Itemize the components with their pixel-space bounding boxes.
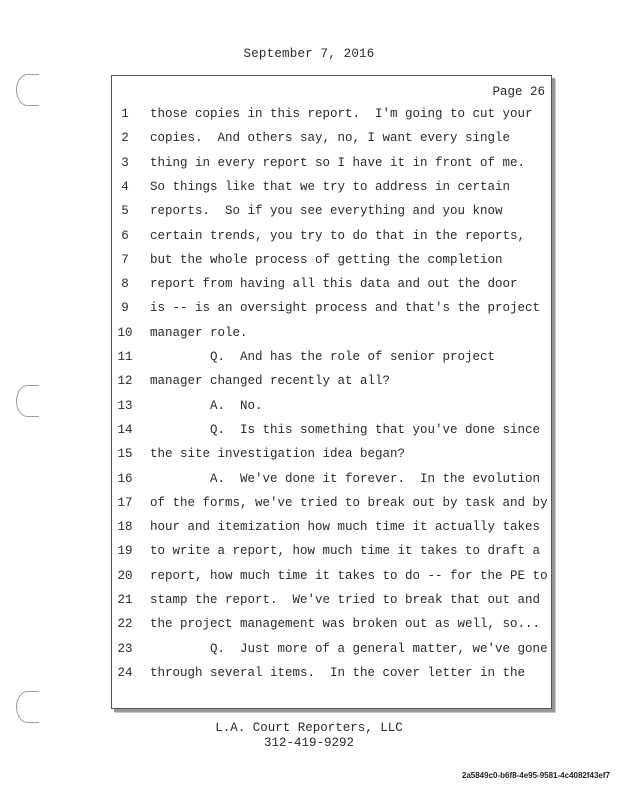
line-number: 21 (117, 593, 133, 607)
transcript-line (0, 298, 618, 318)
line-text: manager role. (150, 325, 248, 340)
line-text: manager changed recently at all? (150, 374, 391, 389)
transcript-line (0, 226, 618, 246)
transcript-line (0, 639, 618, 659)
transcript-line (0, 663, 618, 683)
line-number: 3 (121, 155, 129, 170)
transcript-line (0, 371, 618, 391)
reporter-company: L.A. Court Reporters, LLC (215, 721, 403, 735)
line-text: report, how much time it takes to do -- for the PE to (150, 568, 548, 583)
document-id: 2a5849c0-b6f8-4e95-9581-4c4082f43ef7 (461, 771, 610, 780)
line-number: 20 (117, 568, 133, 583)
line-number: 9 (121, 301, 129, 316)
transcript-line (0, 201, 618, 221)
transcript-line (0, 250, 618, 270)
transcript-line (0, 469, 618, 489)
line-text: A. We've done it forever. In the evolution (150, 471, 541, 486)
transcript-line (0, 104, 618, 124)
line-number: 14 (117, 422, 133, 437)
line-number: 8 (121, 277, 129, 292)
transcript-line (0, 128, 618, 148)
line-text: Q. And has the role of senior project (150, 350, 496, 364)
transcript-line (0, 323, 618, 343)
transcript-line (0, 274, 618, 294)
transcript-line (0, 177, 618, 197)
line-number: 16 (117, 471, 133, 486)
line-number: 6 (121, 228, 129, 243)
line-number: 2 (121, 131, 129, 146)
line-number: 1 (121, 107, 129, 121)
transcript-line (0, 541, 618, 561)
transcript-line (0, 444, 618, 464)
line-text: but the whole process of getting the completion (150, 252, 503, 267)
line-number: 18 (117, 520, 133, 535)
line-text: Q. Is this something that you've done since (150, 422, 541, 437)
reporter-phone: 312-419-9292 (263, 736, 354, 750)
line-text: reports. So if you see everything and you know (150, 204, 503, 219)
transcript-line (0, 590, 618, 610)
line-text: the site investigation idea began? (150, 447, 406, 462)
line-number: 4 (121, 179, 129, 194)
line-number: 12 (117, 374, 133, 389)
line-text: is -- is an oversight process and that's the project (150, 301, 541, 316)
line-text: stamp the report. We've tried to break that out and (150, 593, 541, 607)
line-number: 11 (117, 350, 133, 364)
transcript-line (0, 566, 618, 586)
line-number: 24 (117, 665, 133, 680)
line-text: of the forms, we've tried to break out by task and by (150, 495, 548, 510)
line-number: 7 (121, 252, 129, 267)
line-number: 13 (117, 398, 133, 413)
line-number: 23 (117, 641, 133, 656)
line-text: the project management was broken out as well, so... (150, 617, 541, 632)
line-number: 22 (117, 617, 133, 632)
header-date: September 7, 2016 (243, 47, 375, 61)
footer (0, 721, 618, 751)
transcript-line (0, 493, 618, 513)
line-text: hour and itemization how much time it actually takes (150, 520, 541, 535)
punch-hole-top (16, 74, 39, 106)
line-text: Q. Just more of a general matter, we've gone (150, 641, 548, 656)
page-number: Page 26 (492, 85, 545, 99)
line-number: 5 (121, 204, 129, 219)
line-number: 10 (117, 325, 133, 340)
line-text: A. No. (150, 398, 263, 413)
punch-hole-bottom (16, 691, 39, 723)
line-text: report from having all this data and out the door (150, 277, 518, 292)
transcript-line (0, 396, 618, 416)
line-text: So things like that we try to address in certain (150, 179, 511, 194)
line-text: certain trends, you try to do that in the reports, (150, 228, 526, 243)
transcript-line (0, 517, 618, 537)
line-text: to write a report, how much time it takes to draft a (150, 544, 541, 559)
transcript-line (0, 153, 618, 173)
transcript-line (0, 420, 618, 440)
line-text: copies. And others say, no, I want every single (150, 131, 511, 146)
line-number: 15 (117, 447, 133, 462)
transcript-line (0, 347, 618, 367)
line-text: those copies in this report. I'm going to cut your (150, 107, 533, 121)
line-text: through several items. In the cover letter in the (150, 665, 526, 680)
line-number: 19 (117, 544, 133, 559)
line-number: 17 (117, 495, 133, 510)
line-text: thing in every report so I have it in front of me. (150, 155, 526, 170)
transcript-line (0, 614, 618, 634)
